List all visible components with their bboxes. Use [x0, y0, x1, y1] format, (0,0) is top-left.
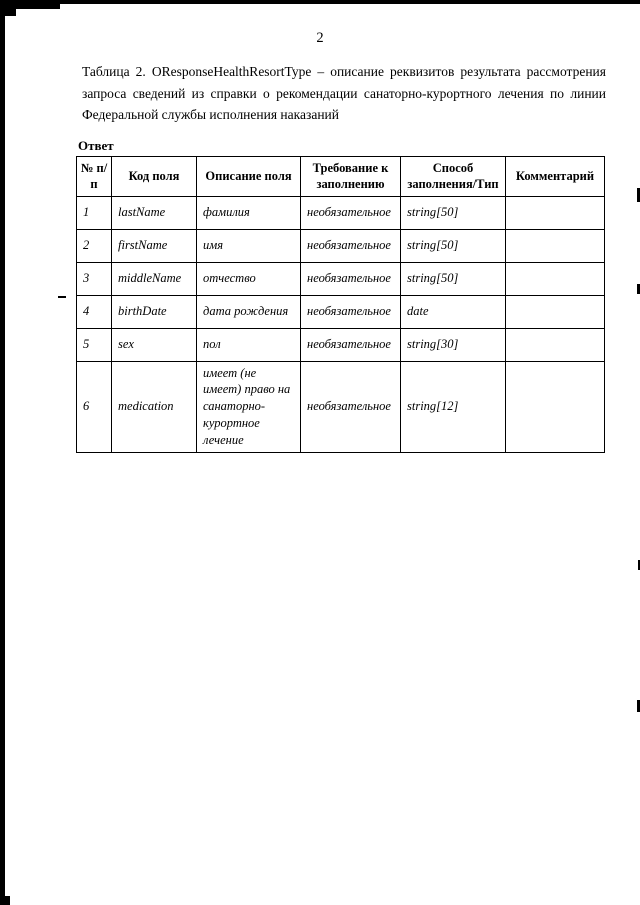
- cell-field-description: отчество: [197, 262, 301, 295]
- cell-fill-type: string[50]: [401, 196, 506, 229]
- cell-num: 4: [77, 295, 112, 328]
- cell-field-description: фамилия: [197, 196, 301, 229]
- header-cell-fill-type: Способ заполнения/Тип: [401, 157, 506, 197]
- cell-fill-type: string[50]: [401, 262, 506, 295]
- cell-field-code: sex: [112, 328, 197, 361]
- header-cell-comment: Комментарий: [506, 157, 605, 197]
- scan-artifact-left-edge: [0, 0, 5, 905]
- cell-comment: [506, 295, 605, 328]
- table-row: [77, 295, 605, 328]
- header-cell-num: № п/п: [77, 157, 112, 197]
- cell-field-code: medication: [112, 361, 197, 452]
- cell-requirement: необязательное: [301, 328, 401, 361]
- cell-comment: [506, 328, 605, 361]
- cell-num: 6: [77, 361, 112, 452]
- cell-fill-type: string[50]: [401, 229, 506, 262]
- cell-field-code: middleName: [112, 262, 197, 295]
- cell-requirement: необязательное: [301, 262, 401, 295]
- cell-requirement: необязательное: [301, 196, 401, 229]
- table-row: [77, 229, 605, 262]
- data-table: [76, 156, 605, 453]
- page-number: 2: [316, 30, 324, 46]
- cell-fill-type: date: [401, 295, 506, 328]
- header-cell-requirement: Требование к заполнению: [301, 157, 401, 197]
- cell-comment: [506, 229, 605, 262]
- cell-comment: [506, 262, 605, 295]
- cell-num: 3: [77, 262, 112, 295]
- cell-num: 2: [77, 229, 112, 262]
- cell-fill-type: string[12]: [401, 361, 506, 452]
- scan-artifact-top-edge: [0, 0, 640, 4]
- scan-artifact-top-left-corner: [0, 0, 16, 16]
- header-cell-field-code: Код поля: [112, 157, 197, 197]
- cell-field-description: имя: [197, 229, 301, 262]
- cell-field-description: дата рождения: [197, 295, 301, 328]
- cell-fill-type: string[30]: [401, 328, 506, 361]
- header-cell-field-description: Описание поля: [197, 157, 301, 197]
- table-row: [77, 196, 605, 229]
- cell-requirement: необязательное: [301, 361, 401, 452]
- section-label: Ответ: [78, 138, 114, 153]
- cell-requirement: необязательное: [301, 229, 401, 262]
- table-header-row: [77, 157, 605, 197]
- scan-artifact-left-dash: [58, 296, 66, 298]
- cell-requirement: необязательное: [301, 295, 401, 328]
- cell-num: 5: [77, 328, 112, 361]
- cell-num: 1: [77, 196, 112, 229]
- cell-field-code: firstName: [112, 229, 197, 262]
- cell-comment: [506, 361, 605, 452]
- cell-field-description: пол: [197, 328, 301, 361]
- table-row: [77, 262, 605, 295]
- cell-field-code: lastName: [112, 196, 197, 229]
- scan-artifact-bottom-left-corner: [0, 896, 10, 905]
- table-row: [77, 361, 605, 452]
- table-row: [77, 328, 605, 361]
- cell-field-description: имеет (не имеет) право на санаторно-курортное лечение: [197, 361, 301, 452]
- cell-field-code: birthDate: [112, 295, 197, 328]
- table-caption: Таблица 2. OResponseHealthResortType – описание реквизитов результата рассмотрения запроса сведений из справки о рекомендации санаторно-курортного лечения по линии Федеральной службы исполнения наказаний: [82, 64, 606, 122]
- cell-comment: [506, 196, 605, 229]
